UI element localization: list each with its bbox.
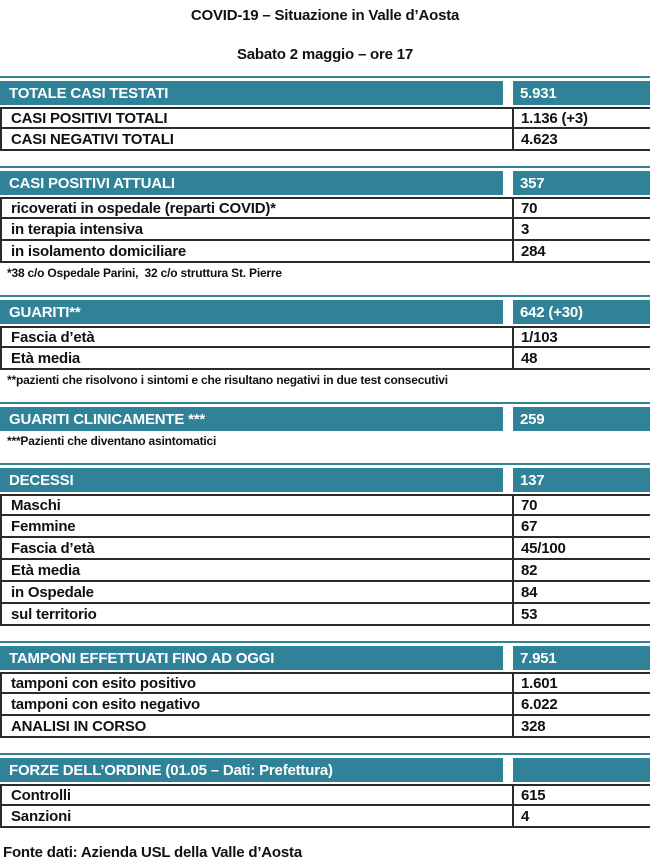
row-label: ricoverati in ospedale (reparti COVID)*: [11, 199, 276, 217]
table-body: [0, 197, 650, 263]
table-header-row: [0, 81, 650, 105]
column-gap: [503, 300, 513, 324]
row-label: tamponi con esito negativo: [11, 695, 200, 713]
row-value: 84: [512, 582, 650, 602]
row-label: CASI NEGATIVI TOTALI: [11, 130, 174, 148]
row-value: 1/103: [512, 328, 650, 346]
table-header-value: 137: [513, 468, 650, 492]
table-footnote: *38 c/o Ospedale Parini, 32 c/o struttura St. Pierre: [7, 266, 282, 280]
table-row: [2, 604, 650, 626]
table-row: [2, 326, 650, 348]
table-header-label: DECESSI: [0, 468, 503, 492]
page-title: COVID-19 – Situazione in Valle d’Aosta: [190, 7, 460, 24]
table-footnote: **pazienti che risolvono i sintomi e che risultano negativi in due test consecutivi: [7, 373, 448, 387]
column-gap: [503, 468, 513, 492]
table-header-row: [0, 468, 650, 492]
table-header-label: CASI POSITIVI ATTUALI: [0, 171, 503, 195]
row-label: ANALISI IN CORSO: [11, 717, 147, 735]
column-gap: [503, 646, 513, 670]
row-label: in Ospedale: [11, 583, 94, 601]
row-label: CASI POSITIVI TOTALI: [11, 109, 168, 127]
row-value: 328: [512, 716, 650, 736]
row-value: 82: [512, 560, 650, 580]
table-header-value: 7.951: [513, 646, 650, 670]
table-header-label: GUARITI**: [0, 300, 503, 324]
table-header-label: FORZE DELL’ORDINE (01.05 – Dati: Prefettura): [0, 758, 503, 782]
page-subtitle: Sabato 2 maggio – ore 17: [236, 46, 414, 63]
row-label: tamponi con esito positivo: [11, 674, 196, 692]
table-row: [2, 494, 650, 516]
table-header-label: GUARITI CLINICAMENTE ***: [0, 407, 503, 431]
table-body: [0, 107, 650, 151]
row-value: 284: [512, 241, 650, 261]
row-label: Maschi: [11, 496, 61, 514]
table-header-value: [513, 758, 650, 782]
table-header-value: 642 (+30): [513, 300, 650, 324]
row-value: 53: [512, 604, 650, 624]
row-value: 1.136 (+3): [512, 109, 650, 127]
row-label: Sanzioni: [11, 807, 72, 825]
row-value: 4.623: [512, 129, 650, 149]
row-label: in isolamento domiciliare: [11, 242, 187, 260]
table-body: [0, 326, 650, 370]
table-row: [2, 694, 650, 716]
table-footnote: ***Pazienti che diventano asintomatici: [7, 434, 217, 448]
table-row: [2, 107, 650, 129]
row-value: 45/100: [512, 538, 650, 558]
row-label: Fascia d’età: [11, 539, 95, 557]
stat-table-6: [0, 753, 650, 828]
row-label: sul territorio: [11, 605, 97, 623]
stat-table-1: [0, 166, 650, 280]
table-header-label: TAMPONI EFFETTUATI FINO AD OGGI: [0, 646, 503, 670]
row-label: Età media: [11, 561, 81, 579]
table-row: [2, 197, 650, 219]
table-header-row: [0, 171, 650, 195]
row-value: 4: [512, 806, 650, 826]
row-value: 3: [512, 219, 650, 239]
row-label: Fascia d’età: [11, 328, 95, 346]
column-gap: [503, 171, 513, 195]
table-row: [2, 538, 650, 560]
row-value: 70: [512, 496, 650, 514]
row-label: Controlli: [11, 786, 71, 804]
table-header-value: 259: [513, 407, 650, 431]
column-gap: [503, 407, 513, 431]
table-row: [2, 806, 650, 828]
table-body: [0, 494, 650, 626]
row-label: Femmine: [11, 517, 76, 535]
table-row: [2, 516, 650, 538]
source-note: Fonte dati: Azienda USL della Valle d’Aosta: [3, 844, 302, 861]
row-label: Età media: [11, 349, 81, 367]
table-header-value: 357: [513, 171, 650, 195]
row-value: 67: [512, 516, 650, 536]
stat-table-5: [0, 641, 650, 738]
table-body: [0, 672, 650, 738]
table-row: [2, 129, 650, 151]
row-value: 70: [512, 199, 650, 217]
table-header-row: [0, 407, 650, 431]
stat-table-0: [0, 76, 650, 151]
row-label: in terapia intensiva: [11, 220, 143, 238]
column-gap: [503, 758, 513, 782]
row-value: 615: [512, 786, 650, 804]
table-header-row: [0, 300, 650, 324]
row-value: 48: [512, 348, 650, 368]
table-row: [2, 784, 650, 806]
table-row: [2, 348, 650, 370]
table-row: [2, 582, 650, 604]
column-gap: [503, 81, 513, 105]
table-header-value: 5.931: [513, 81, 650, 105]
table-row: [2, 560, 650, 582]
table-header-label: TOTALE CASI TESTATI: [0, 81, 503, 105]
row-value: 1.601: [512, 674, 650, 692]
table-header-row: [0, 646, 650, 670]
stat-table-4: [0, 463, 650, 626]
stat-table-2: [0, 295, 650, 387]
table-header-row: [0, 758, 650, 782]
table-row: [2, 241, 650, 263]
table-row: [2, 219, 650, 241]
table-row: [2, 672, 650, 694]
stat-table-3: [0, 402, 650, 448]
row-value: 6.022: [512, 694, 650, 714]
stat-tables-container: [0, 76, 650, 828]
table-row: [2, 716, 650, 738]
table-body: [0, 784, 650, 828]
